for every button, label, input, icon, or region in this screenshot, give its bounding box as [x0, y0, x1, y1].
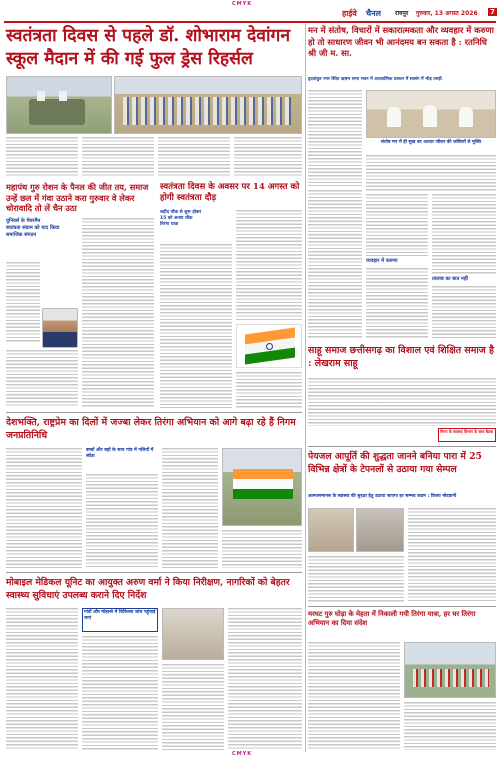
mahapanth-bullet-3: समाजिक संगठन — [6, 232, 37, 238]
medical-box-text: गांवों और मोहल्ले में चिकित्सा जांच पहुंचाई जाएं — [84, 610, 156, 621]
medical-headline: मोबाइल मेडिकल यूनिट का आयुक्त अरुण वर्मा ने किया निरीक्षण, नागरिकों को बेहतर स्वास्थ्य सुविधाएं उपलब्ध कराने दिए निर्देश — [6, 577, 290, 601]
school-text-col1 — [308, 642, 400, 750]
rehearsal-headline: स्वतंत्रता दिवस से पहले डॉ. शोभाराम देवांगन स्कूल मैदान में की गई फुल ड्रेस रिहर्सल — [6, 26, 291, 69]
tiranga-run-bullets — [160, 210, 234, 240]
tiranga-text-col2 — [236, 210, 302, 320]
masthead-bar — [340, 8, 498, 19]
deshbhakti-text-col3 — [222, 530, 302, 568]
medical-text-col3 — [162, 664, 224, 750]
satsang-text-col5 — [366, 268, 428, 338]
satsang-side-heading: व्यवहार में करुणा — [366, 258, 398, 264]
tiranga-text-col1 — [160, 244, 232, 408]
cmyk-mark-bottom: CMYK — [232, 751, 253, 757]
satsang-text-col4 — [366, 194, 428, 256]
tiranga-rally-photo — [222, 448, 302, 526]
mahapanth-text-a — [6, 262, 40, 342]
mahapanth-headline: महापंथ गुरु रोशन के पैनल की जीत तय, समाज उन्हें छल में गंवा उठाने करा गुरुवार वे लेकर चोरावादि तो लें चैन उठा — [6, 182, 149, 213]
masthead-date: गुरुवार, 13 अगस्त 2026 — [416, 10, 478, 17]
satsang-text-col3 — [308, 190, 362, 338]
sidebar-heading: तालाब का बात नहीं — [432, 276, 468, 282]
rehearsal-text-col3 — [158, 137, 230, 177]
rehearsal-text-col2 — [82, 137, 154, 177]
water-photo-2 — [356, 508, 404, 552]
water-subhead: आमजनमानस के स्वास्थ्य की सुरक्षा हेतु उठाया जाएगा हर सम्भव कदम : विजय मोदवानी — [308, 494, 457, 499]
students-march-photo — [114, 76, 302, 134]
satsang-text-col2 — [366, 155, 496, 191]
tiranga-bullet-2: 15 को अजय चौक — [160, 216, 193, 221]
satsang-subhead: हृदयांकुर नगर स्थित ऋषभ सभा भवन में आध्यात्मिक प्रवचन में सत्संग में भीड़ उमड़ी — [308, 77, 442, 82]
water-photo-1 — [308, 508, 354, 552]
rehearsal-text-col4 — [234, 137, 302, 177]
cmyk-mark-top: CMYK — [232, 1, 253, 7]
sahu-headline: साहू समाज छत्तीसगढ़ का विशाल एवं शिक्षित समाज है : लेखराम साहू — [308, 345, 494, 369]
divider-2 — [308, 446, 496, 447]
mahapanth-bullet-1: युनिवर्स के चेयरमैन — [6, 218, 41, 224]
medical-photo — [162, 608, 224, 660]
school-headline: मरघट गुरु घोड़ा के मेहता में निकाली गयी तिरंगा यात्रा, हर घर तिरंगा अभियान का दिया संदेश — [308, 610, 476, 627]
satsang-text-col7 — [432, 286, 496, 338]
portrait-photo — [42, 308, 78, 348]
school-text-col2 — [404, 702, 496, 750]
sahu-note: निगम के स्वास्थ्य विभाग के साथ बैठक — [440, 429, 494, 434]
sahu-text — [308, 378, 496, 426]
divider-3 — [6, 572, 302, 573]
satsang-text-col1 — [308, 90, 362, 186]
tiranga-bullet-1: शहीद चौक से शुरू होकर — [160, 210, 202, 215]
masthead-rule — [4, 21, 496, 23]
column-rule-main — [305, 24, 306, 752]
medical-box — [82, 608, 158, 632]
masthead-brand2: चैनल — [366, 9, 381, 18]
satsang-headline: मन में संतोष, विचारों में सकारात्मकता और व्यवहार में करुणा हो तो साधारण जीवन भी आनंदमय बन सकता है : रतनिधि श्री जी म. सा. — [308, 25, 494, 58]
masthead-city: रायपुर — [395, 10, 409, 17]
water-text-col2 — [408, 508, 496, 602]
mahapanth-bullet-2: स्वतंत्रता संग्राम को याद किया — [6, 225, 60, 231]
deshbhakti-headline: देशभक्ति, राष्ट्रप्रेम का दिलों में जज्बा लेकर तिरंगा अभियान को आगे बढ़ा रहे हैं निगम जनप्रतिनिधि — [6, 417, 296, 441]
tiranga-flag-graphic — [236, 324, 302, 368]
school-photo — [404, 642, 496, 698]
deshbhakti-bullet: बच्चों और बड़ों के साथ गांव में गलियों में संदेश — [86, 448, 154, 459]
water-text-col1 — [308, 556, 404, 602]
deshbhakti-text-col1 — [86, 474, 158, 568]
gst-text-col — [6, 448, 82, 568]
divider-4 — [308, 606, 496, 607]
satsang-photo — [366, 90, 496, 138]
water-headline: पेयजल आपूर्ति की शुद्धता जानने बनिया पारा में 25 विभिन्न क्षेत्रों के टेपनलों से उठाया गया सेम्पल — [308, 451, 482, 475]
deshbhakti-text-col2 — [162, 448, 218, 568]
medical-text-col4 — [228, 608, 302, 750]
rehearsal-text-col1 — [6, 137, 78, 177]
tiranga-bullet-3: तिरंगा यात्रा — [160, 222, 179, 227]
tiranga-run-headline: स्वतंत्रता दिवस के अवसर पर 14 अगस्त को होगी स्वतंत्रता दौड़ — [160, 182, 300, 203]
page-number: 7 — [490, 8, 495, 16]
mahapanth-text-col2 — [82, 218, 154, 408]
medical-text-col2 — [82, 636, 158, 750]
parade-jeep-photo — [6, 76, 112, 134]
mahapanth-text-b — [6, 350, 78, 408]
tiranga-text-col3 — [236, 372, 302, 408]
satsang-caption: संतोष मन में ही सुख का आधार जीवन की जब्तियों से मुक्ति — [380, 140, 482, 145]
masthead-brand: हाईवे — [342, 9, 357, 18]
medical-text-col1 — [6, 608, 78, 750]
sahu-note-box — [438, 428, 496, 442]
divider-1 — [6, 412, 302, 413]
satsang-text-col6 — [432, 194, 496, 274]
